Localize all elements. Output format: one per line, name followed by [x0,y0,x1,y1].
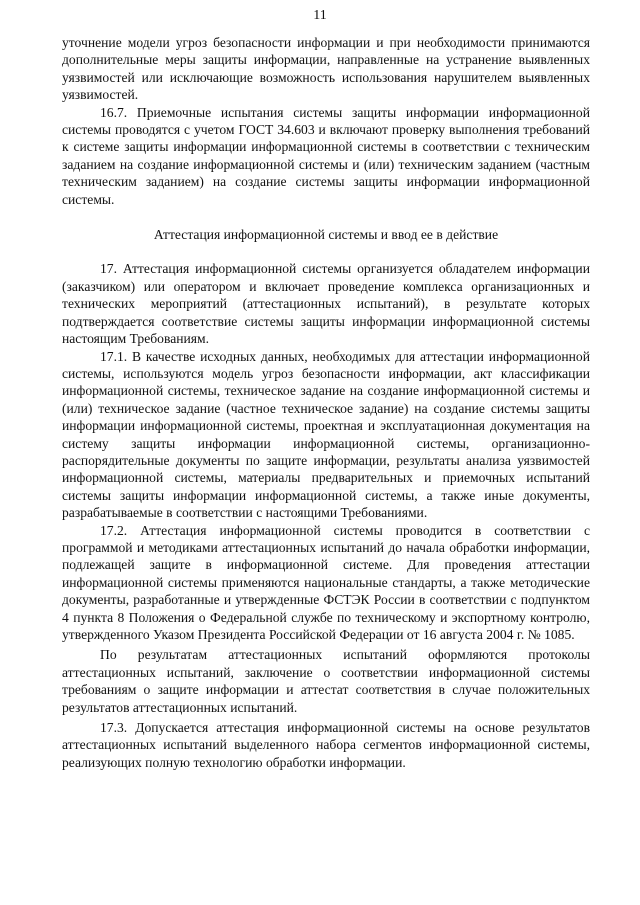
paragraph-17-1: 17.1. В качестве исходных данных, необходимых для аттестации информационной системы, используются модель угроз безопасности информации, акт классификации информационной системы, техническое задание на создание информационной системы и (или) техническое задание (частное техническое задание) на создание системы защиты информации информационной системы, проектная и эксплуатационная документация на систему защиты информации информационной системы, организационно-распорядительные документы по защите информации, результаты анализа уязвимостей информационной системы, материалы предварительных и приемочных испытаний системы защиты информации информационной системы, а также иные документы, разрабатываемые в соответствии с настоящими Требованиями. [62,348,590,521]
paragraph-16-7: 16.7. Приемочные испытания системы защиты информации информационной системы проводятся с учетом ГОСТ 34.603 и включают проверку выполнения требований к системе защиты информации информационной системы в соответствии с техническим заданием на создание информационной системы и (или) техническим заданием (частным техническим заданием) на создание системы защиты информации информационной системы. [62,104,590,207]
document-body [62,34,590,771]
section-heading: Аттестация информационной системы и ввод ее в действие [153,227,499,243]
paragraph-17-2: 17.2. Аттестация информационной системы проводится в соответствии с программой и методиками аттестационных испытаний до начала обработки информации, подлежащей защите в информационной системе. Для проведения аттестации информационной системы применяются национальные стандарты, а также методические документы, разработанные и утвержденные ФСТЭК России в соответствии с подпунктом 4 пункта 8 Положения о Федеральной службе по техническому и экспортному контролю, утвержденного Указом Президента Российской Федерации от 16 августа 2004 г. № 1085. [62,522,590,642]
paragraph-continuation: уточнение модели угроз безопасности информации и при необходимости принимаются дополнительные меры защиты информации, направленные на устранение выявленных уязвимостей или исключающие возможность использования нарушителем выявленных уязвимостей. [62,35,590,103]
paragraph-results: По результатам аттестационных испытаний оформляются протоколы аттестационных испытаний, заключение о соответствии информационной системы требованиям о защите информации и аттестат соответствия в случае положительных результатов аттестационных испытаний. [62,647,590,715]
paragraph-17-3: 17.3. Допускается аттестация информационной системы на основе результатов аттестационных испытаний выделенного набора сегментов информационной системы, реализующих полную технологию обработки информации. [62,720,590,770]
page-number: 11 [313,8,327,23]
paragraph-17: 17. Аттестация информационной системы организуется обладателем информации (заказчиком) или оператором и включает проведение комплекса организационных и технических мероприятий (аттестационных испытаний), в результате которых подтверждается соответствие системы защиты информации информационной системы настоящим Требованиям. [62,261,590,347]
